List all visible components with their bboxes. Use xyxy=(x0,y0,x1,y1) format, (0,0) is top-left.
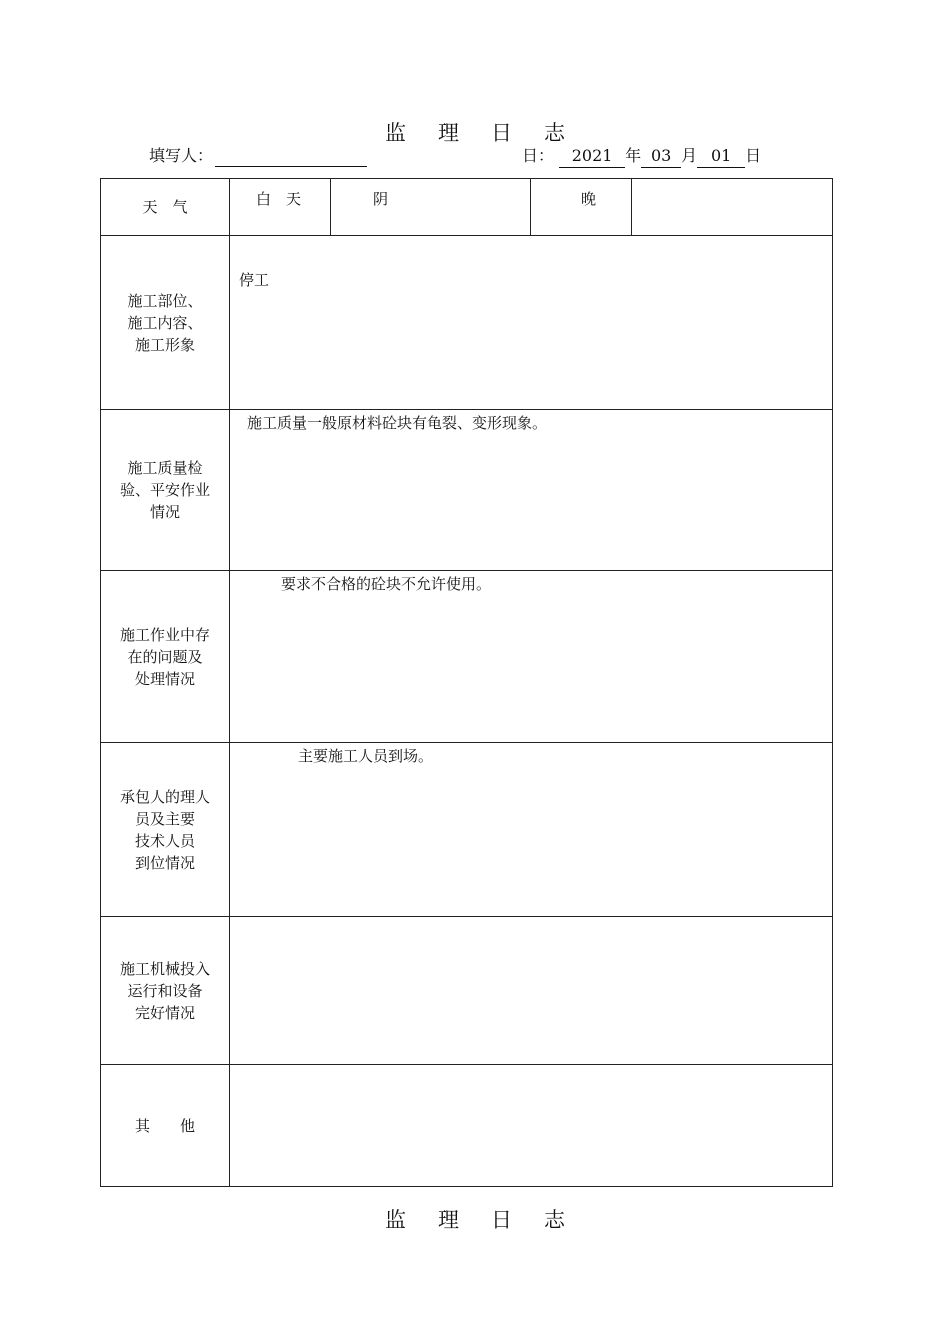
page-title-next xyxy=(0,1204,950,1234)
year-value: 2021 xyxy=(559,145,625,168)
content-text: 要求不合格的砼块不允许使用。 xyxy=(281,575,492,593)
row-label xyxy=(101,410,230,571)
content-text: 主要施工人员到场。 xyxy=(298,747,434,765)
label-line: 员及主要 xyxy=(134,809,195,828)
label-line: 技术人员 xyxy=(134,831,195,850)
month-unit: 月 xyxy=(681,146,698,165)
label-line: 施工作业中存 xyxy=(119,625,210,644)
log-table xyxy=(100,178,833,1187)
row-content xyxy=(230,917,833,1065)
weather-label: 天 气 xyxy=(101,179,230,236)
year-unit: 年 xyxy=(625,146,642,165)
row-content xyxy=(230,1065,833,1187)
label-line: 施工机械投入 xyxy=(119,959,210,978)
row-label xyxy=(101,1065,230,1187)
label-line: 施工质量检 xyxy=(127,459,203,477)
night-label: 晚 xyxy=(531,179,632,236)
row-label xyxy=(101,917,230,1065)
title-char: 日 xyxy=(491,1208,512,1232)
day-unit: 日 xyxy=(745,146,762,165)
writer-label: 填写人： xyxy=(149,146,214,165)
label-line: 施工形象 xyxy=(134,335,195,354)
title-char: 日 xyxy=(491,121,512,145)
quality-safety-row xyxy=(101,410,833,571)
row-label xyxy=(101,743,230,917)
row-content xyxy=(230,236,833,410)
title-char: 监 xyxy=(385,1208,406,1232)
date-label: 日： xyxy=(522,146,555,165)
row-content xyxy=(230,410,833,571)
month-value: 03 xyxy=(641,145,681,168)
title-char: 志 xyxy=(544,1208,565,1232)
issues-handling-row xyxy=(101,571,833,743)
label-line: 处理情况 xyxy=(134,669,195,688)
label-line: 承包人的理人 xyxy=(119,787,210,806)
weather-row xyxy=(101,179,833,236)
title-char: 监 xyxy=(385,121,406,145)
personnel-row xyxy=(101,743,833,917)
label-line: 到位情况 xyxy=(134,853,195,872)
day-value: 01 xyxy=(697,145,745,168)
row-label xyxy=(101,236,230,410)
label-line: 施工内容、 xyxy=(127,313,203,332)
night-weather-value xyxy=(632,179,833,236)
daytime-weather-value: 阴 xyxy=(331,179,531,236)
label-line: 在的问题及 xyxy=(127,647,203,666)
label-line: 情况 xyxy=(149,503,180,521)
other-row xyxy=(101,1065,833,1187)
page-title xyxy=(0,117,950,147)
label-line: 其 他 xyxy=(134,1116,195,1135)
construction-section-row xyxy=(101,236,833,410)
row-content xyxy=(230,571,833,743)
label-line: 完好情况 xyxy=(134,1003,195,1022)
title-char: 志 xyxy=(544,121,565,145)
label-line: 施工部位、 xyxy=(127,291,203,310)
writer-field xyxy=(149,145,367,167)
machinery-row xyxy=(101,917,833,1065)
daytime-label: 白 天 xyxy=(230,179,331,236)
row-content xyxy=(230,743,833,917)
title-char: 理 xyxy=(438,1208,459,1232)
writer-blank xyxy=(215,150,367,167)
date-field xyxy=(522,145,761,168)
label-line: 验、平安作业 xyxy=(119,481,210,499)
row-label xyxy=(101,571,230,743)
title-char: 理 xyxy=(438,121,459,145)
label-line: 运行和设备 xyxy=(127,981,203,1000)
content-text: 停工 xyxy=(239,271,270,289)
content-text: 施工质量一般原材料砼块有龟裂、变形现象。 xyxy=(247,414,548,432)
